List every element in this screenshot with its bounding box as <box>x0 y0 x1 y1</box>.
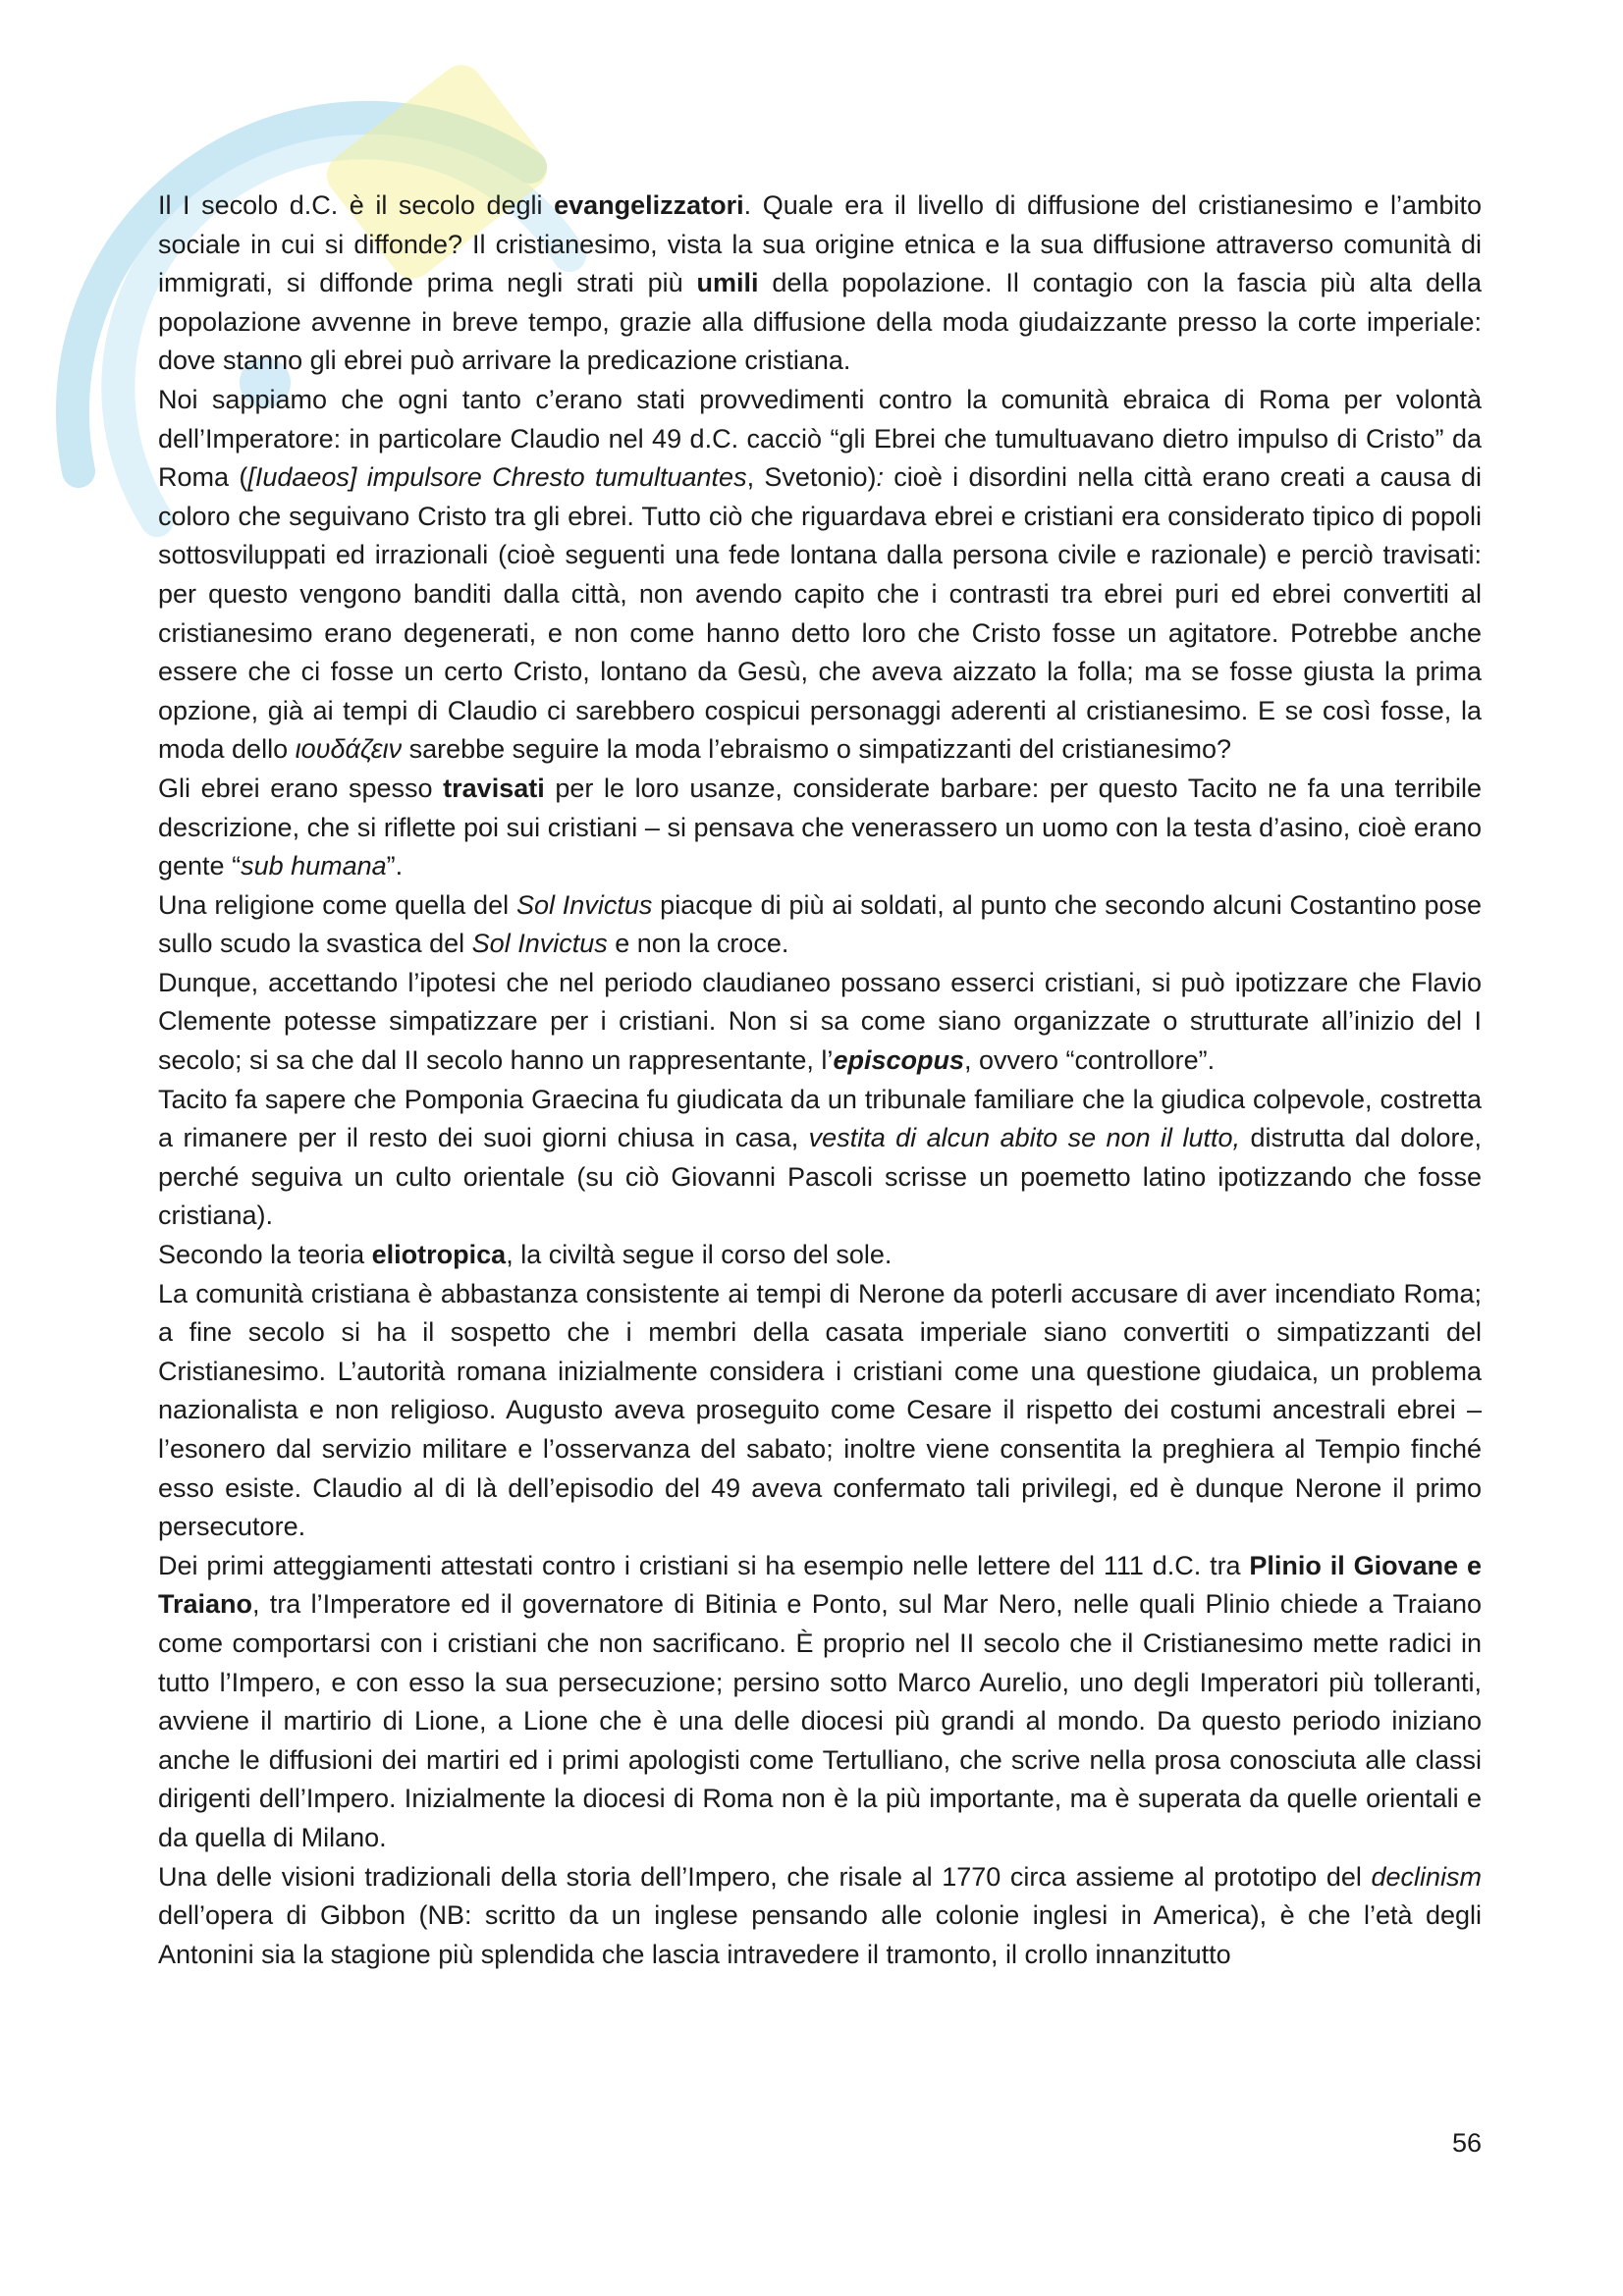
text-run: La comunità cristiana è abbastanza consistente ai tempi di Nerone da poterli accusare di aver incendiato Roma; a fine secolo si ha il sospetto che i membri della casata imperiale siano convertiti o simpatizzanti del Cristianesimo. L’autorità romana inizialmente considera i cristiani come una questione giudaica, un problema nazionalista e non religioso. Augusto aveva proseguito come Cesare il rispetto dei costumi ancestrali ebrei – l’esonero dal servizio militare e l’osservanza del sabato; inoltre viene consentita la preghiera al Tempio finché esso esiste. Claudio al di là dell’episodio del 49 aveva confermato tali privilegi, ed è dunque Nerone il primo persecutore. <box>158 1278 1482 1542</box>
text-run: . Quale era il livello di diffusione del cristianesimo e l’ambito sociale in cui si diffonde? Il cristianesimo, vista la sua origine etnica e la sua diffusione attraverso comunità di immigrati, si diffonde prima negli strati più <box>158 190 1482 298</box>
text-run: Gli ebrei erano spesso <box>158 773 444 803</box>
paragraph <box>158 964 1482 1081</box>
paragraph <box>158 381 1482 770</box>
text-run: , tra l’Imperatore ed il governatore di Bitinia e Ponto, sul Mar Nero, nelle quali Plinio chiede a Traiano come comportarsi con i cristiani che non sacrificano. È proprio nel II secolo che il Cristianesimo mette radici in tutto l’Impero, e con esso la sua persecuzione; persino sotto Marco Aurelio, uno degli Imperatori più tolleranti, avviene il martirio di Lione, a Lione che è una delle diocesi più grandi al mondo. Da questo periodo iniziano anche le diffusioni dei martiri ed i primi apologisti come Tertulliano, che scrive nella prosa conosciuta alle classi dirigenti dell’Impero. Inizialmente la diocesi di Roma non è la più importante, ma è superata da quelle orientali e da quella di Milano. <box>158 1589 1482 1852</box>
text-run: distrutta dal dolore, perché seguiva un culto orientale (su ciò Giovanni Pascoli scrisse un poemetto latino ipotizzando che fosse cristiana). <box>158 1123 1482 1231</box>
paragraph <box>158 1858 1482 1975</box>
paragraph <box>158 886 1482 964</box>
emphasis-text: sub humana <box>241 851 387 881</box>
text-run: Secondo la teoria <box>158 1240 372 1270</box>
text-run: e non la croce. <box>607 929 789 959</box>
paragraph <box>158 1236 1482 1275</box>
emphasis-text: declinism <box>1371 1861 1482 1892</box>
emphasis-text: [Iudaeos] impulsore Chresto tumultuantes <box>247 462 747 493</box>
text-run: , Svetonio) <box>746 462 877 493</box>
text-run: cioè i disordini nella città erano creati a causa di coloro che seguivano Cristo tra gli ebrei. Tutto ciò che riguardava ebrei e cristiani era considerato tipico di popoli sottosviluppati ed irrazionali (cioè seguenti una fede lontana dalla persona civile e razionale) e perciò travisati: per questo vengono banditi dalla città, non avendo capito che i contrasti tra ebrei puri ed ebrei convertiti al cristianesimo erano degenerati, e non come hanno detto loro che Cristo fosse un agitatore. Potrebbe anche essere che ci fosse un certo Cristo, lontano da Gesù, che aveva aizzato la folla; ma se fosse giusta la prima opzione, già ai tempi di Claudio ci sarebbero cospicui personaggi aderenti al cristianesimo. E se così fosse, la moda dello <box>158 462 1482 765</box>
text-run: sarebbe seguire la moda l’ebraismo o simpatizzanti del cristianesimo? <box>402 734 1231 765</box>
paragraph <box>158 1081 1482 1236</box>
emphasis-text: umili <box>696 268 759 298</box>
text-run: dell’opera di Gibbon (NB: scritto da un inglese pensando alle colonie inglesi in America), è che l’età degli Antonini sia la stagione più splendida che lascia intravedere il tramonto, il crollo innanzitutto <box>158 1900 1482 1969</box>
text-run: Dunque, accettando l’ipotesi che nel periodo claudianeo possano esserci cristiani, si può ipotizzare che Flavio Clemente potesse simpatizzare per i cristiani. Non si sa come siano organizzate o strutturate all’inizio del I secolo; si sa che dal II secolo hanno un rappresentante, l’ <box>158 967 1482 1076</box>
emphasis-text: ιουδάζειν <box>295 734 403 765</box>
emphasis-text: : <box>876 462 884 493</box>
text-run: Una delle visioni tradizionali della storia dell’Impero, che risale al 1770 circa assieme al prototipo del <box>158 1861 1372 1892</box>
emphasis-text: Plinio il Giovane e Traiano <box>158 1550 1482 1620</box>
emphasis-text: episcopus <box>833 1045 964 1076</box>
paragraph <box>158 1275 1482 1547</box>
emphasis-text: Sol Invictus <box>515 889 653 920</box>
emphasis-text: eliotropica <box>371 1240 507 1270</box>
paragraph <box>158 770 1482 886</box>
text-run: Dei primi atteggiamenti attestati contro i cristiani si ha esempio nelle lettere del 111 d.C. tra <box>158 1550 1250 1580</box>
text-run: Tacito fa sapere che Pomponia Graecina fu giudicata da un tribunale familiare che la giudica colpevole, costretta a rimanere per il resto dei suoi giorni chiusa in casa, <box>158 1084 1482 1153</box>
paragraph <box>158 1547 1482 1858</box>
text-run: , ovvero “controllore”. <box>963 1045 1216 1076</box>
text-run: ”. <box>386 851 404 881</box>
emphasis-text: evangelizzatori <box>554 190 744 220</box>
emphasis-text: travisati <box>443 773 545 803</box>
paragraph <box>158 187 1482 381</box>
text-run: piacque di più ai soldati, al punto che secondo alcuni Costantino pose sullo scudo la svastica del <box>158 889 1482 959</box>
text-run: per le loro usanze, considerate barbare: per questo Tacito ne fa una terribile descrizione, che si riflette poi sui cristiani – si pensava che venerassero un uomo con la testa d’asino, cioè erano gente “ <box>158 773 1482 881</box>
text-run: , la civiltà segue il corso del sole. <box>506 1240 893 1270</box>
page-body-text <box>158 187 1482 1974</box>
text-run: della popolazione. Il contagio con la fascia più alta della popolazione avvenne in breve tempo, grazie alla diffusione della moda giudaizzante presso la corte imperiale: dove stanno gli ebrei può arrivare la predicazione cristiana. <box>158 268 1482 376</box>
emphasis-text: vestita di alcun abito se non il lutto, <box>808 1123 1241 1153</box>
text-run: Il I secolo d.C. è il secolo degli <box>158 190 555 220</box>
text-run: Noi sappiamo che ogni tanto c’erano stati provvedimenti contro la comunità ebraica di Roma per volontà dell’Imperatore: in particolare Claudio nel 49 d.C. cacciò “gli Ebrei che tumultuavano dietro impulso di Cristo” da Roma ( <box>158 384 1482 493</box>
page-number: 56 <box>1451 2128 1482 2158</box>
emphasis-text: Sol Invictus <box>471 929 608 959</box>
text-run: Una religione come quella del <box>158 889 516 920</box>
